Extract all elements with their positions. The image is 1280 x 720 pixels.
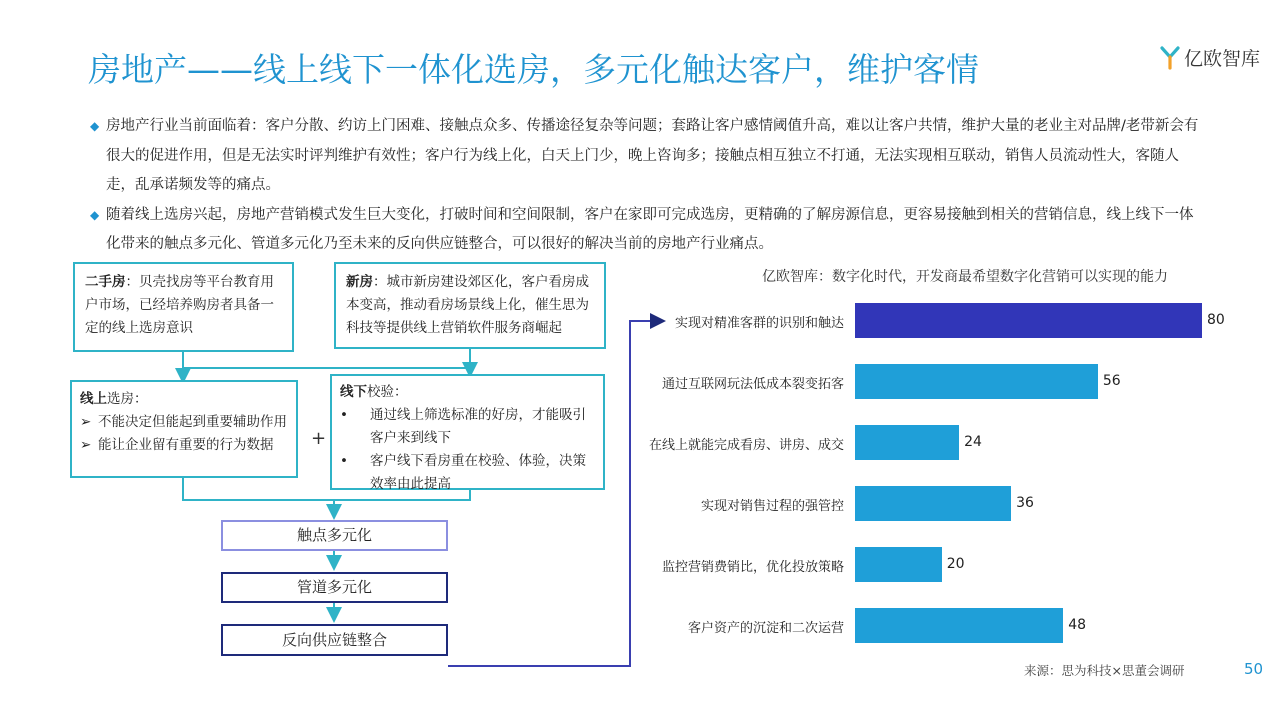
- stage-touchpoint: [221, 520, 448, 551]
- stage-channel: [221, 572, 448, 603]
- bar-value-label: 24: [964, 434, 982, 450]
- bar: [855, 364, 1098, 399]
- bar-category-label: 监控营销费销比，优化投放策略: [661, 560, 844, 575]
- page-number: 50: [1244, 660, 1264, 678]
- bar-category-label: 在线上就能完成看房、讲房、成交: [648, 438, 844, 453]
- list-item: [340, 450, 595, 496]
- bar-value-label: 48: [1068, 617, 1087, 633]
- stage-reverse-supply-chain: [221, 624, 448, 656]
- list-item-text: 不能决定但能起到重要辅助作用: [98, 414, 287, 430]
- second-hand-text: ：贝壳找房等平台教育用户市场，已经培养购房者具备一定的线上选房意识: [85, 274, 274, 336]
- dot-bullet-icon: •: [340, 407, 348, 423]
- bar-value-label: 80: [1207, 312, 1225, 328]
- bar: [855, 486, 1011, 521]
- list-item-text: 客户线下看房重在校验、体验，决策效率由此提高: [370, 453, 586, 492]
- bar-value-label: 56: [1102, 373, 1121, 389]
- bar: [855, 425, 959, 460]
- list-item: [340, 404, 595, 450]
- plus-sign: +: [311, 428, 327, 449]
- dot-bullet-icon: •: [340, 453, 348, 469]
- offline-label-rest: 校验：: [367, 384, 408, 400]
- stage-label: 反向供应链整合: [281, 630, 387, 649]
- arrow-bullet-icon: ➢: [80, 414, 92, 430]
- bar-category-label: 通过互联网玩法低成本裂变拓客: [661, 377, 844, 392]
- offline-label-bold: 线下: [340, 384, 367, 400]
- diamond-bullet-icon: ◆: [90, 207, 100, 222]
- source-note: 来源：思为科技×思董会调研: [1024, 663, 1185, 678]
- list-item-text: 能让企业留有重要的行为数据: [98, 437, 274, 453]
- diamond-bullet-icon: ◆: [90, 119, 100, 133]
- bullet-text: 随着线上选房兴起，房地产营销模式发生巨大变化，打破时间和空间限制，客户在家即可完成选房，更精确的了解房源信息，更容易接触到相关的营销信息，线上线下一体化带来的触点多元化、管道多元化乃至未来的反向供应链整合，可以很好的解决当前的房地产行业痛点。: [106, 206, 1194, 252]
- bar-category-label: 实现对精准客群的识别和触达: [674, 316, 844, 331]
- logo-text: 亿欧智库: [1184, 48, 1261, 70]
- bar-value-label: 36: [1016, 495, 1034, 511]
- list-item: [80, 411, 288, 434]
- arrow-bullet-icon: ➢: [80, 437, 92, 453]
- bar-category-label: 客户资产的沉淀和二次运营: [687, 621, 844, 636]
- online-label-rest: 选房：: [107, 391, 148, 407]
- bar: [855, 303, 1202, 338]
- second-hand-label: 二手房: [85, 274, 126, 290]
- offline-check-box: [330, 374, 605, 490]
- list-item-text: 通过线上筛选标准的好房，才能吸引客户来到线下: [370, 407, 586, 446]
- online-label-bold: 线上: [80, 391, 107, 407]
- online-selection-box: [70, 380, 298, 478]
- new-house-box: [334, 262, 606, 349]
- list-item: [80, 434, 288, 457]
- bar: [855, 608, 1063, 643]
- bar: [855, 547, 942, 582]
- new-house-text: ：城市新房建设郊区化，客户看房成本变高，推动看房场景线上化，催生思为科技等提供线上营销软件服务商崛起: [346, 274, 589, 336]
- second-hand-house-box: [73, 262, 294, 352]
- new-house-label: 新房: [346, 274, 373, 290]
- bar-category-label: 实现对销售过程的强管控: [700, 499, 844, 514]
- bullet-text: 房地产行业当前面临着：客户分散、约访上门困难、接触点众多、传播途径复杂等问题；套路让客户感情阈值升高，难以让客户共情，维护大量的老业主对品牌/老带新会有很大的促进作用，但是无法实时评判维护有效性；客户行为线上化，白天上门少，晚上咨询多；接触点相互独立不打通，无法实现相互联动，销售人员流动性大，客随人走，乱承诺频发等的痛点。: [106, 118, 1199, 193]
- stage-label: 触点多元化: [296, 526, 372, 544]
- stage-label: 管道多元化: [296, 578, 372, 596]
- bar-value-label: 20: [946, 556, 965, 572]
- page-title: 房地产——线上线下一体化选房，多元化触达客户，维护客情: [88, 50, 979, 89]
- chart-title: 亿欧智库：数字化时代，开发商最希望数字化营销可以实现的能力: [762, 269, 1168, 285]
